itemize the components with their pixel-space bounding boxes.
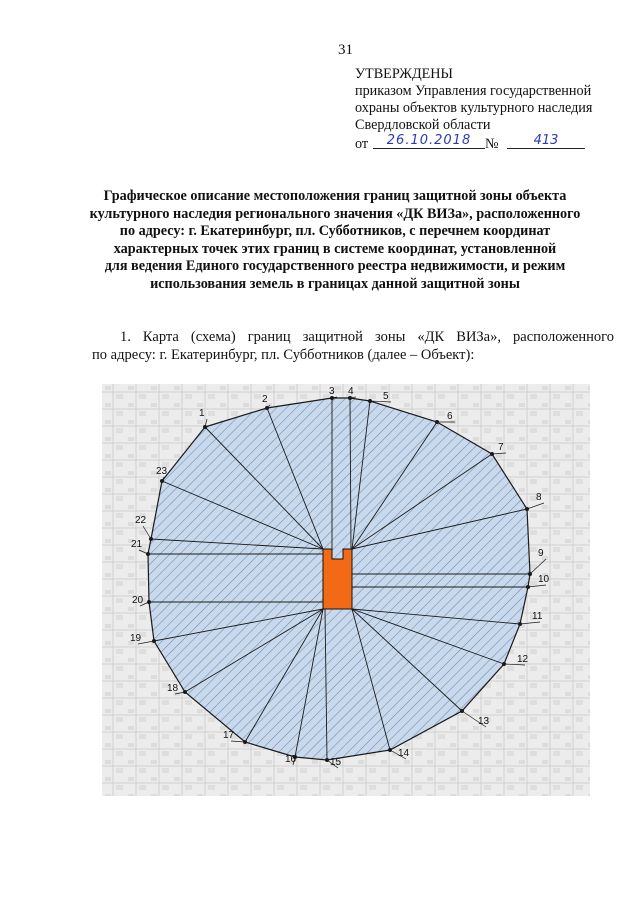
boundary-point-label: 9 — [538, 548, 544, 559]
protection-zone-map — [102, 384, 590, 796]
paragraph-line: 1. Карта (схема) границ защитной зоны «ДК ВИЗа», расположенного — [120, 329, 614, 345]
order-date: 26.10.2018 — [373, 133, 485, 149]
approval-line: Свердловской области — [355, 117, 491, 133]
boundary-point-label: 20 — [132, 595, 144, 606]
boundary-point-label: 1 — [199, 408, 205, 419]
boundary-point-label: 22 — [135, 515, 147, 526]
boundary-point-label: 15 — [330, 757, 342, 768]
boundary-point-label: 23 — [156, 466, 168, 477]
title-line: характерных точек этих границ в системе координат, установленной — [113, 240, 557, 257]
boundary-point-label: 4 — [348, 386, 354, 397]
boundary-point-label: 14 — [398, 748, 410, 759]
boundary-point-label: 5 — [383, 391, 389, 402]
map-svg — [102, 384, 590, 796]
boundary-point-label: 21 — [131, 539, 143, 550]
title-line: по адресу: г. Екатеринбург, пл. Субботников, с перечнем координат — [119, 223, 551, 239]
boundary-point-label: 3 — [329, 386, 335, 397]
page-number: 31 — [338, 42, 353, 58]
number-label: № — [485, 136, 499, 152]
title-line: Графическое описание местоположения границ защитной зоны объекта — [103, 188, 567, 204]
map-caption-paragraph — [92, 328, 614, 364]
boundary-point-label: 7 — [498, 442, 504, 453]
boundary-point-label: 19 — [130, 633, 142, 644]
boundary-point-label: 13 — [478, 716, 490, 727]
boundary-point-label: 6 — [447, 411, 453, 422]
approval-line: приказом Управления государственной — [355, 83, 592, 99]
approval-heading: УТВЕРЖДЕНЫ — [355, 66, 453, 82]
from-label: от — [355, 136, 369, 152]
boundary-point-label: 16 — [285, 754, 297, 765]
approval-line: охраны объектов культурного наследия — [355, 100, 593, 116]
title-line: культурного наследия регионального значения «ДК ВИЗа», расположенного — [89, 205, 581, 222]
approval-block — [355, 66, 635, 134]
title-line: использования земель в границах данной защитной зоны — [150, 275, 520, 292]
boundary-point-label: 12 — [517, 654, 529, 665]
boundary-point-label: 11 — [532, 611, 543, 622]
boundary-point-label: 18 — [167, 683, 179, 694]
document-title — [60, 188, 610, 293]
order-number: 413 — [507, 133, 585, 149]
boundary-point-label: 2 — [262, 394, 268, 405]
boundary-point-label: 17 — [223, 730, 235, 741]
boundary-point-label: 8 — [536, 492, 542, 503]
paragraph-line: по адресу: г. Екатеринбург, пл. Субботников (далее – Объект): — [92, 347, 475, 363]
boundary-point-label: 10 — [538, 574, 550, 585]
title-line: для ведения Единого государственного реестра недвижимости, и режим — [104, 258, 566, 274]
order-reference — [355, 133, 635, 156]
